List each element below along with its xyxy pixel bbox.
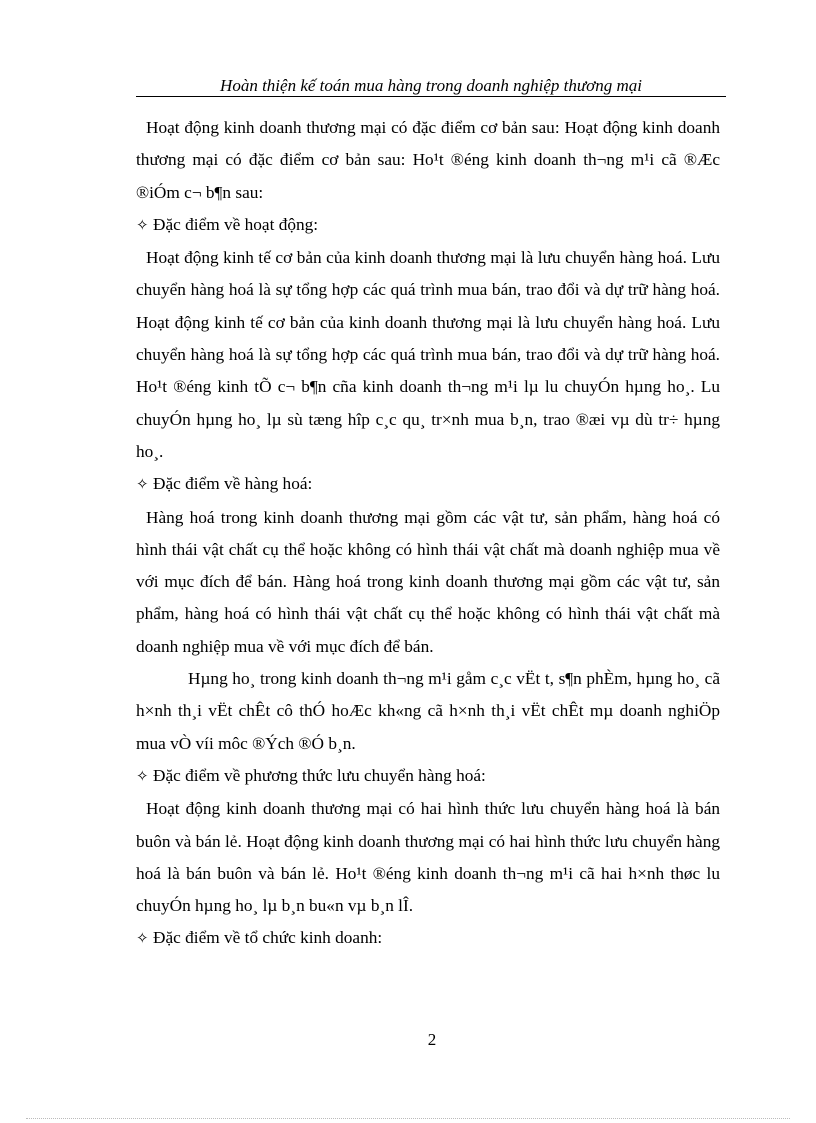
bullet-heading-text: Đặc điểm về hàng hoá: — [153, 474, 313, 494]
bullet-heading-text: Đặc điểm về tổ chức kinh doanh: — [153, 928, 383, 948]
paragraph-goods: Hàng hoá trong kinh doanh thương mại gồm các vật tư, sản phẩm, hàng hoá có hình thái vật chất cụ thể hoặc không có hình thái vật chất mà doanh nghiệp mua về với mục đích để bán. Hàng hoá trong kinh doanh thương mại gồm các vật tư, sản phẩm, hàng hoá có hình thái vật chất cụ thể hoặc không có hình thái vật chất mà doanh nghiệp mua về với mục đích để bán. — [136, 507, 720, 656]
diamond-star-icon: ✧ — [136, 768, 149, 785]
bullet-heading-text: Đặc điểm về hoạt động: — [153, 214, 319, 234]
running-header: Hoàn thiện kế toán mua hàng trong doanh nghiệp thương mại — [136, 76, 726, 97]
paragraph-activity: Hoạt động kinh tế cơ bản của kinh doanh thương mại là lưu chuyển hàng hoá. Lưu chuyển hàng hoá là sự tổng hợp các quá trình mua bán, trao đổi và dự trữ hàng hoá. Hoạt động kinh tế cơ bản của kinh doanh thương mại là lưu chuyển hàng hoá. Lưu chuyển hàng hoá là sự tổng hợp các quá trình mua bán, trao đổi và dự trữ hàng hoá. Ho¹t ®éng kinh tÕ c¬ b¶n cña kinh doanh th¬ng m¹i lµ lu chuyÓn hµng ho¸. Lu chuyÓn hµng ho¸ lµ sù tæng hîp c¸c qu¸ tr×nh mua b¸n, trao ®æi vµ dù tr÷ hµng ho¸. — [136, 248, 720, 461]
page-bottom-rule — [26, 1118, 790, 1119]
bullet-heading-text: Đặc điểm về phương thức lưu chuyển hàng hoá: — [153, 765, 486, 785]
bullet-heading-circulation — [136, 760, 720, 793]
diamond-star-icon: ✧ — [136, 477, 149, 494]
body-text — [136, 112, 720, 956]
bullet-heading-goods — [136, 468, 720, 501]
diamond-star-icon: ✧ — [136, 931, 149, 948]
paragraph-circulation: Hoạt động kinh doanh thương mại có hai hình thức lưu chuyển hàng hoá là bán buôn và bán lẻ. Hoạt động kinh doanh thương mại có hai hình thức lưu chuyển hàng hoá là bán buôn và bán lẻ. Ho¹t ®éng kinh doanh th¬ng m¹i cã hai h×nh thøc lu chuyÓn hµng ho¸ lµ b¸n bu«n vµ b¸n lÎ. — [136, 799, 720, 916]
bullet-heading-activity — [136, 209, 720, 242]
paragraph-intro: Hoạt động kinh doanh thương mại có đặc điểm cơ bản sau: Hoạt động kinh doanh thương mại có đặc điểm cơ bản sau: Ho¹t ®éng kinh doanh th¬ng m¹i cã ®Æc ®iÓm c¬ b¶n sau: — [136, 118, 720, 202]
page-number: 2 — [427, 1030, 437, 1049]
diamond-star-icon: ✧ — [136, 217, 149, 234]
bullet-heading-organization — [136, 922, 720, 955]
paragraph-goods-legacy: Hµng ho¸ trong kinh doanh th¬ng m¹i gåm c¸c vËt t, s¶n phÈm, hµng ho¸ cã h×nh th¸i vËt chÊt cô thÓ hoÆc kh«ng cã h×nh th¸i vËt chÊt mµ doanh nghiÖp mua vÒ víi môc ®Ých ®Ó b¸n. — [136, 669, 720, 753]
